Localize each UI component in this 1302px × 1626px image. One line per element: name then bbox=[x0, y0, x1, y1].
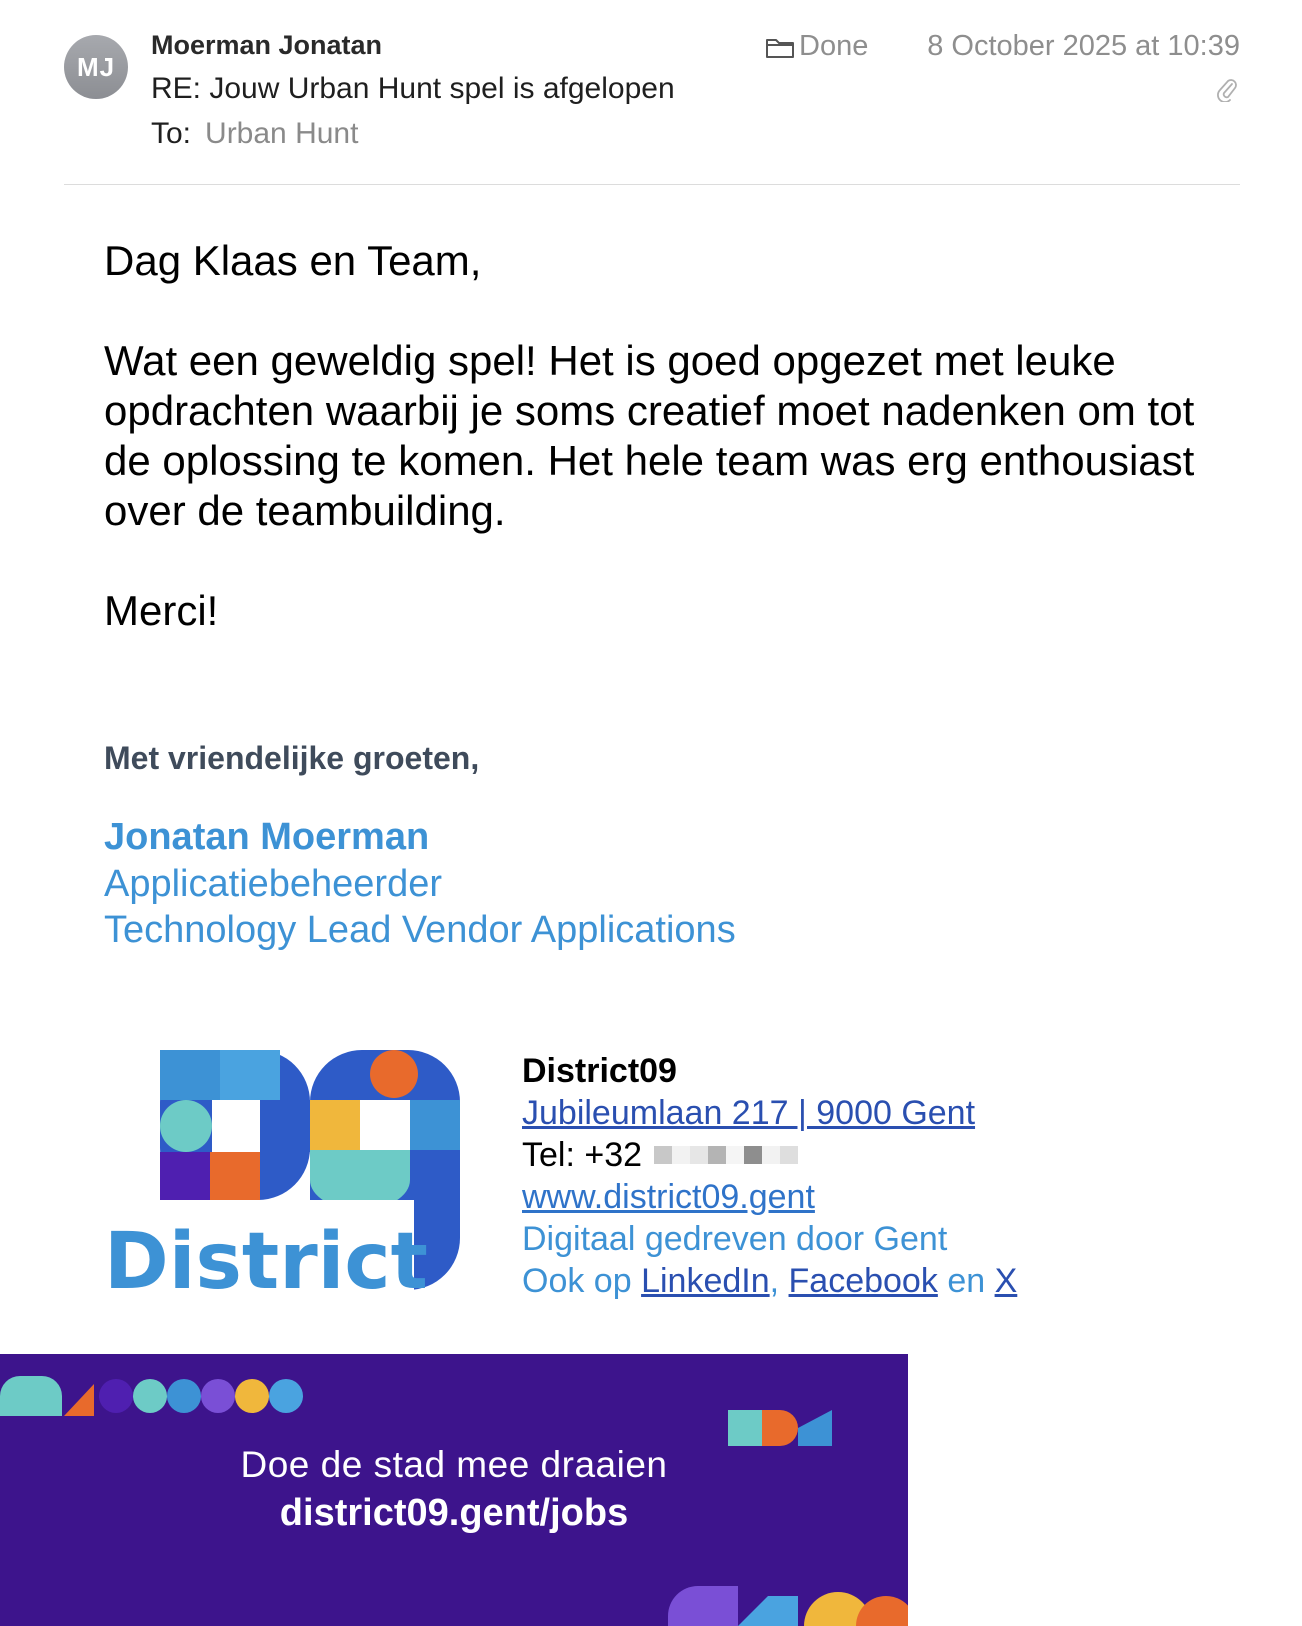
banner-tagline: Doe de stad mee draaien bbox=[240, 1444, 668, 1485]
logo-wordmark: District bbox=[104, 1217, 428, 1306]
body-paragraph: Wat een geweldig spel! Het is goed opgezet met leuke opdrachten waarbij je soms creatief moet nadenken om tot de oplossing te komen. Het hele team was erg enthousiast over de teambuilding. bbox=[104, 337, 1195, 534]
recipient-name[interactable]: Urban Hunt bbox=[205, 117, 359, 150]
email-date: 8 October 2025 at 10:39 bbox=[927, 30, 1240, 62]
thanks-line: Merci! bbox=[104, 587, 219, 634]
website-link[interactable]: www.district09.gent bbox=[522, 1178, 815, 1216]
sender-avatar[interactable]: MJ bbox=[64, 35, 128, 99]
org-slogan: Digitaal gedreven door Gent bbox=[522, 1220, 948, 1258]
folder-icon bbox=[765, 35, 795, 59]
folder-label: Done bbox=[799, 30, 869, 62]
banner-corner-decoration bbox=[668, 1586, 908, 1626]
phone-line bbox=[522, 1134, 1017, 1176]
org-name: District09 bbox=[522, 1052, 677, 1090]
linkedin-link[interactable]: LinkedIn bbox=[641, 1262, 770, 1300]
paperclip-icon[interactable] bbox=[1216, 76, 1238, 107]
banner-url[interactable]: district09.gent/jobs bbox=[279, 1492, 629, 1534]
jobs-banner[interactable] bbox=[0, 1354, 908, 1626]
facebook-link[interactable]: Facebook bbox=[788, 1262, 938, 1300]
signature-department: Technology Lead Vendor Applications bbox=[104, 909, 736, 951]
social-prefix: Ook op bbox=[522, 1262, 632, 1300]
x-link[interactable]: X bbox=[994, 1262, 1018, 1300]
address-link[interactable]: Jubileumlaan 217 | 9000 Gent bbox=[522, 1094, 976, 1132]
district09-logo bbox=[104, 1046, 476, 1306]
email-header bbox=[0, 0, 1302, 190]
social-separator: , bbox=[769, 1262, 780, 1300]
social-line bbox=[522, 1260, 1017, 1302]
banner-dots-decoration bbox=[0, 1376, 310, 1416]
header-divider bbox=[64, 184, 1240, 185]
phone-prefix: Tel: +32 bbox=[522, 1136, 643, 1174]
signature-name: Jonatan Moerman bbox=[104, 816, 430, 858]
email-body bbox=[104, 236, 1224, 636]
recipient-line bbox=[151, 117, 358, 151]
email-subject: RE: Jouw Urban Hunt spel is afgelopen bbox=[151, 72, 675, 105]
signature-role: Applicatiebeheerder bbox=[104, 863, 443, 905]
sender-name[interactable]: Moerman Jonatan bbox=[151, 30, 383, 60]
org-details bbox=[522, 1050, 1017, 1302]
greeting: Dag Klaas en Team, bbox=[104, 237, 482, 284]
social-and: en bbox=[947, 1262, 986, 1300]
to-label: To: bbox=[151, 117, 192, 150]
redacted-phone bbox=[654, 1146, 798, 1164]
mailbox-folder[interactable] bbox=[765, 30, 868, 63]
closing-line: Met vriendelijke groeten, bbox=[104, 740, 480, 776]
banner-shapes-decoration bbox=[728, 1410, 832, 1446]
